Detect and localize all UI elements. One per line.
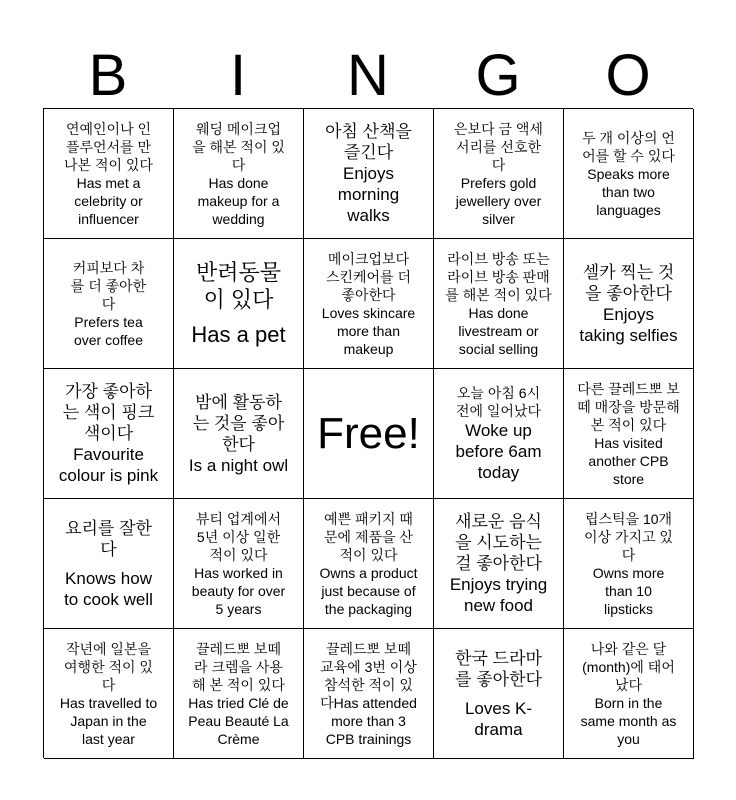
bingo-cell[interactable] — [564, 109, 694, 239]
bingo-cell[interactable] — [304, 239, 434, 369]
cell-korean-text: 라이브 방송 또는 라이브 방송 판매 를 해본 적이 있다 — [445, 250, 552, 303]
cell-korean-text: 예쁜 패키지 때 문에 제품을 산 적이 있다 — [324, 510, 413, 563]
bingo-cell-free[interactable] — [304, 369, 434, 499]
cell-content — [440, 384, 557, 483]
cell-korean-text: 아침 산책을 즐긴다 — [325, 122, 412, 162]
cell-spacer — [50, 560, 167, 568]
cell-content — [570, 129, 687, 219]
cell-korean-text: 반려동물 이 있다 — [195, 260, 281, 312]
cell-english-text: Prefers tea over coffee — [73, 313, 143, 348]
cell-english-text: Knows how to cook well — [64, 568, 153, 609]
cell-korean-text: 립스틱을 10개 이상 가지고 있 다 — [584, 510, 673, 563]
cell-content — [50, 381, 167, 486]
bingo-cell[interactable] — [304, 629, 434, 759]
cell-content — [440, 250, 557, 358]
cell-content — [180, 392, 297, 476]
cell-korean-text: 커피보다 차 를 더 좋아한 다 — [70, 259, 147, 312]
cell-english-text: Has worked in beauty for over 5 years — [191, 564, 286, 617]
cell-content — [310, 408, 427, 458]
cell-korean-text: 끌레드뽀 보떼 라 크렘을 사용 해 본 적이 있다 — [192, 640, 285, 693]
cell-content — [180, 259, 297, 348]
bingo-cell[interactable] — [434, 239, 564, 369]
cell-korean-text: 작년에 일본을 여행한 적이 있 다 — [64, 640, 153, 693]
bingo-cell[interactable] — [44, 239, 174, 369]
cell-korean-text: 은보다 금 액세 서리를 선호한 다 — [454, 120, 543, 173]
cell-korean-text: 끌레드뽀 보떼 교육에 3번 이상 참석한 적이 있 다Has attended — [320, 640, 417, 711]
bingo-cell[interactable] — [174, 629, 304, 759]
cell-korean-text: 두 개 이상의 언 어를 할 수 있다 — [582, 129, 675, 164]
cell-korean-text: 연예인이나 인 플루언서를 만 나본 적이 있다 — [64, 120, 153, 173]
bingo-cell[interactable] — [44, 369, 174, 499]
cell-english-text: Owns a product just because of the packaging — [319, 564, 418, 617]
cell-english-text: Has tried Clé de Peau Beauté La Crème — [188, 694, 289, 747]
cell-content — [440, 511, 557, 616]
bingo-cell[interactable] — [44, 629, 174, 759]
cell-english-text: Has done makeup for a wedding — [197, 174, 280, 227]
cell-korean-text: 뷰티 업계에서 5년 이상 일한 적이 있다 — [195, 510, 282, 563]
bingo-cell[interactable] — [174, 499, 304, 629]
cell-content — [440, 120, 557, 228]
bingo-cell[interactable] — [434, 109, 564, 239]
cell-english-text: Has visited another CPB store — [588, 434, 669, 487]
cell-content — [310, 640, 427, 748]
cell-korean-text: 가장 좋아하 는 색이 핑크 색이다 — [62, 382, 155, 443]
cell-content — [310, 250, 427, 358]
cell-content — [50, 259, 167, 349]
cell-content — [180, 640, 297, 748]
cell-english-text: Has a pet — [191, 322, 286, 347]
bingo-cell[interactable] — [564, 369, 694, 499]
bingo-cell[interactable] — [434, 499, 564, 629]
cell-content — [440, 648, 557, 740]
bingo-board — [43, 108, 693, 758]
bingo-cell[interactable] — [564, 239, 694, 369]
bingo-cell[interactable] — [304, 109, 434, 239]
cell-korean-text: 웨딩 메이크업 을 해본 적이 있 다 — [192, 120, 285, 173]
cell-english-text: Loves K- drama — [464, 698, 533, 739]
cell-english-text: more than 3 CPB trainings — [325, 712, 412, 747]
bingo-cell[interactable] — [564, 629, 694, 759]
cell-english-text: Enjoys morning walks — [337, 164, 400, 225]
bingo-cell[interactable] — [304, 499, 434, 629]
cell-korean-text: 셀카 찍는 것 을 좋아한다 — [582, 262, 675, 303]
cell-english-text: Is a night owl — [188, 455, 289, 475]
cell-content — [570, 380, 687, 488]
cell-spacer — [440, 690, 557, 698]
bingo-cell[interactable] — [44, 499, 174, 629]
cell-english-text: Speaks more than two languages — [587, 165, 670, 218]
bingo-cell[interactable] — [174, 369, 304, 499]
cell-content — [310, 121, 427, 226]
cell-english-text: Prefers gold jewellery over silver — [455, 174, 542, 227]
cell-english-text: Favourite colour is pink — [58, 445, 159, 485]
cell-content — [180, 510, 297, 618]
cell-english-text: Loves skincare more than makeup — [321, 304, 416, 357]
cell-english-text: Enjoys taking selfies — [579, 304, 678, 345]
cell-english-text: Has travelled to Japan in the last year — [59, 694, 158, 747]
cell-english-text: Has met a celebrity or influencer — [74, 174, 143, 227]
cell-korean-text: 나와 같은 달 (month)에 태어 났다 — [582, 640, 675, 693]
header-letter-o: O — [605, 43, 651, 108]
bingo-header — [43, 44, 693, 108]
free-space-label: Free! — [317, 408, 420, 458]
bingo-cell[interactable] — [564, 499, 694, 629]
cell-english-text: Enjoys trying new food — [449, 575, 548, 615]
header-letter-g: G — [475, 43, 521, 108]
cell-content — [180, 120, 297, 228]
header-letter-n: N — [347, 43, 389, 108]
cell-english-text: Owns more than 10 lipsticks — [592, 564, 665, 617]
bingo-cell[interactable] — [174, 109, 304, 239]
header-letter-b: B — [88, 43, 128, 108]
cell-korean-text: 오늘 아침 6시 전에 일어났다 — [455, 385, 542, 419]
cell-content — [570, 262, 687, 346]
cell-korean-text: 요리를 잘한 다 — [65, 518, 152, 559]
cell-korean-text: 다른 끌레드뽀 보 떼 매장을 방문해 본 적이 있다 — [577, 380, 680, 433]
cell-korean-text: 새로운 음식 을 시도하는 걸 좋아한다 — [455, 512, 542, 573]
cell-content — [570, 640, 687, 748]
cell-spacer — [180, 313, 297, 321]
bingo-cell[interactable] — [44, 109, 174, 239]
bingo-cell[interactable] — [174, 239, 304, 369]
cell-korean-text: 밤에 활동하 는 것을 좋아 한다 — [192, 392, 285, 454]
cell-content — [310, 510, 427, 618]
cell-korean-text: 한국 드라마 를 좋아한다 — [455, 648, 542, 689]
header-letter-i: I — [229, 43, 247, 108]
cell-english-text: Born in the same month as you — [580, 694, 677, 747]
cell-content — [50, 640, 167, 748]
bingo-cell[interactable] — [434, 629, 564, 759]
cell-content — [570, 510, 687, 618]
cell-korean-text: 메이크업보다 스킨케어를 더 좋아한다 — [325, 250, 412, 303]
cell-content — [50, 518, 167, 610]
cell-english-text: Has done livestream or social selling — [458, 304, 539, 357]
cell-english-text: Woke up before 6am today — [455, 421, 542, 482]
cell-content — [50, 120, 167, 228]
bingo-cell[interactable] — [434, 369, 564, 499]
